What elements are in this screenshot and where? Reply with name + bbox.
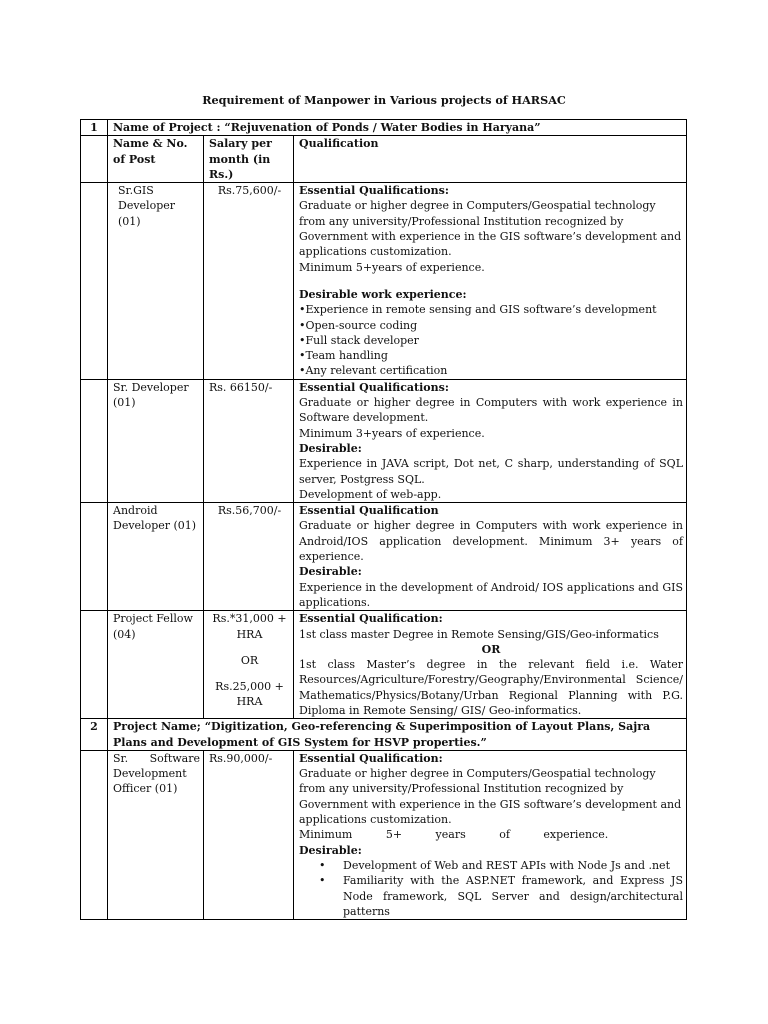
table-row [81, 183, 687, 380]
essential-heading: Essential Qualification: [299, 612, 443, 626]
desirable-heading: Desirable work experience: [299, 287, 467, 301]
minimum-experience: Minimum 5+years of experience. [299, 260, 485, 274]
desirable-text: Development of web-app. [299, 487, 442, 501]
manpower-table [80, 119, 687, 920]
project-row [81, 120, 687, 136]
post-name: Sr. Developer (01) [113, 380, 189, 410]
salary-cell: Rs. 66150/- [204, 379, 294, 502]
desirable-heading: Desirable: [299, 441, 362, 455]
desirable-text: Experience in JAVA script, Dot net, C sharp, understanding of SQL server, Postgress SQL. [299, 457, 683, 486]
salary-cell: Rs.56,700/- [204, 503, 294, 611]
post-cell [108, 750, 204, 919]
desirable-item: •Open-source coding [299, 318, 418, 332]
page-title: Requirement of Manpower in Various projects of HARSAC [202, 93, 566, 107]
table-row [81, 750, 687, 919]
essential-heading: Essential Qualifications: [299, 184, 449, 198]
table-row [81, 611, 687, 719]
desirable-item: •Team handling [299, 349, 388, 363]
essential-heading: Essential Qualification: [299, 751, 443, 765]
salary-cell: Rs.75,600/- [204, 183, 294, 380]
post-name: Project Fellow (04) [113, 612, 193, 641]
essential-text: 1st class master Degree in Remote Sensing/GIS/Geo-informatics [299, 627, 659, 641]
essential-heading: Essential Qualifications: [299, 380, 449, 394]
qualification-cell [294, 183, 687, 380]
desirable-item: •Full stack developer [299, 333, 419, 347]
header-row [81, 136, 687, 183]
essential-text: Graduate or higher degree in Computers with work experience in Android/IOS application development. Minimum 3+ years of experience. [299, 519, 683, 564]
table-row [81, 503, 687, 611]
desirable-text: Experience in the development of Android/ IOS applications and GIS applications. [299, 580, 683, 609]
qualification-cell [294, 750, 687, 919]
salary-cell [204, 611, 294, 719]
essential-text: Graduate or higher degree in Computers/Geospatial technology from any university/Professional Institution recognized by Government with experience in the GIS software’s development and applications customization. [299, 199, 682, 259]
qualification-cell [294, 503, 687, 611]
project-row [81, 719, 687, 751]
salary-option: Rs.25,000 + HRA [215, 680, 284, 709]
alternative-text: 1st class Master’s degree in the relevant field i.e. Water Resources/Agriculture/Forestry/Geography/Environmental Science/ Mathematics/Physics/Botany/Urban Regional Planning with P.G. Diploma in Remote Sensing/ GIS/ Geo-informatics. [299, 658, 683, 717]
post-cell [108, 503, 204, 611]
desirable-list [299, 858, 683, 919]
salary-or: OR [240, 653, 259, 667]
header-post: Name & No. of Post [108, 136, 204, 183]
post-name: Sr.GIS Developer (01) [118, 184, 176, 228]
minimum-experience: Minimum 5+ years of experience. [299, 828, 609, 842]
desirable-heading: Desirable: [299, 843, 362, 857]
desirable-item: •Any relevant certification [299, 364, 448, 378]
desirable-heading: Desirable: [299, 565, 362, 579]
salary-cell: Rs.90,000/- [204, 750, 294, 919]
essential-text: Graduate or higher degree in Computers with work experience in Software development. [299, 396, 683, 425]
salary-option: Rs.*31,000 + HRA [212, 612, 287, 641]
post-cell [108, 611, 204, 719]
qualification-cell [294, 611, 687, 719]
project-name: Project Name; “Digitization, Geo-referencing & Superimposition of Layout Plans, Sajra Plans and Development of GIS System for HSVP properties.” [108, 719, 687, 751]
list-item: • Development of Web and REST APIs with Node Js and .net [343, 858, 683, 873]
post-name: Android Developer (01) [113, 504, 197, 533]
post-cell [108, 379, 204, 502]
project-name: Name of Project : “Rejuvenation of Ponds / Water Bodies in Haryana” [108, 120, 687, 136]
essential-heading: Essential Qualification [299, 504, 439, 518]
post-name: Sr. Software Development Officer (01) [113, 751, 200, 796]
header-salary: Salary per month (in Rs.) [204, 136, 294, 183]
desirable-item: •Experience in remote sensing and GIS software’s development [299, 303, 657, 317]
header-qualification: Qualification [294, 136, 687, 183]
essential-text: Graduate or higher degree in Computers/Geospatial technology from any university/Professional Institution recognized by Government with experience in the GIS software’s development and applications customization. [299, 767, 682, 827]
project-number: 2 [81, 719, 108, 751]
list-item: • Familiarity with the ASP.NET framework, and Express JS Node framework, SQL Server and design/architectural patterns [343, 873, 683, 919]
minimum-experience: Minimum 3+years of experience. [299, 426, 485, 440]
table-row [81, 379, 687, 502]
or-separator: OR [481, 642, 501, 656]
post-cell [108, 183, 204, 380]
qualification-cell [294, 379, 687, 502]
project-number: 1 [81, 120, 108, 136]
